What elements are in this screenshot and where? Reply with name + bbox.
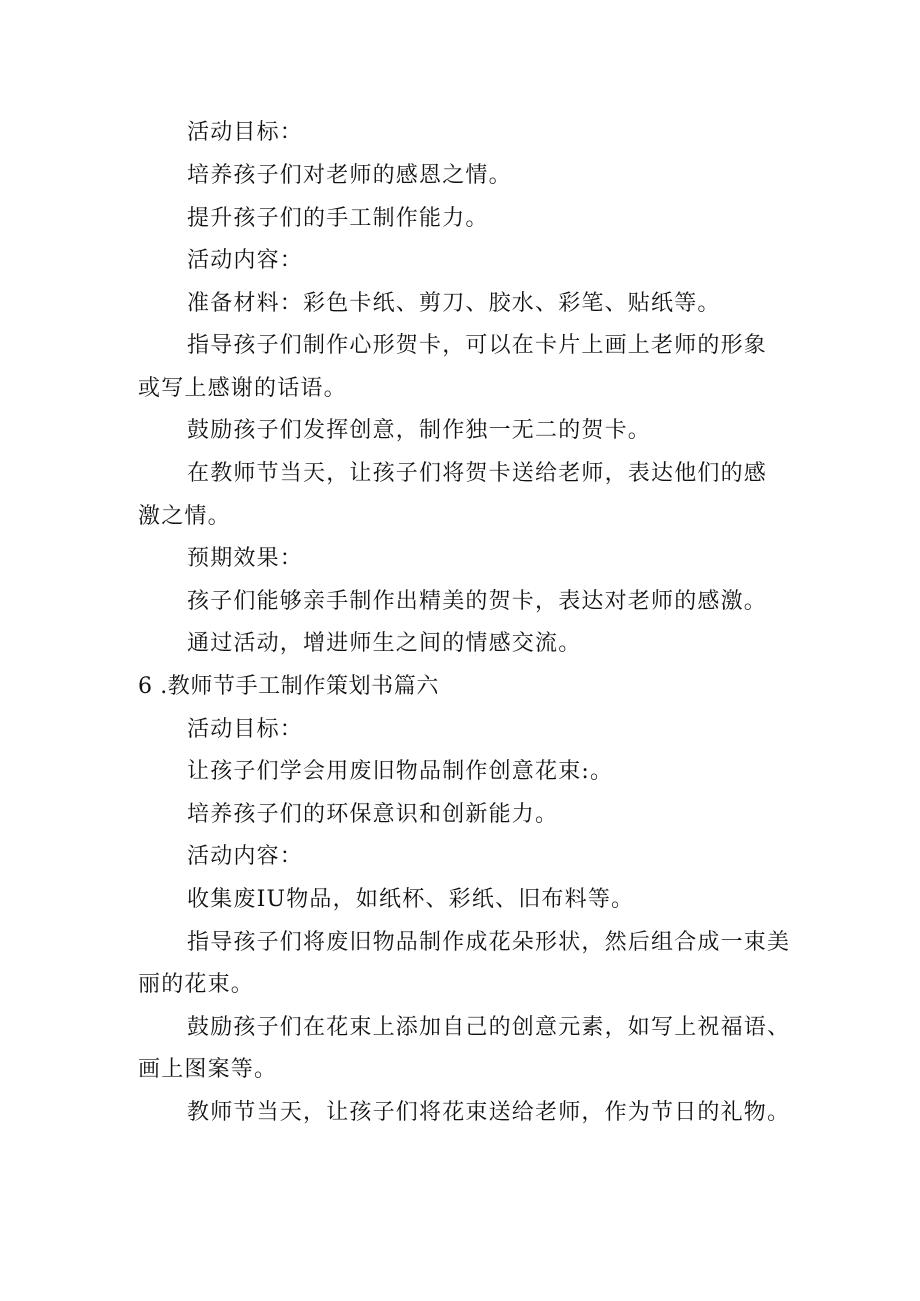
paragraph-line: 指导孩子们将废旧物品制作成花朵形状，然后组合成一束美 bbox=[187, 930, 791, 955]
paragraph-line: 准备材料：彩色卡纸、剪刀、胶水、彩笔、贴纸等。 bbox=[187, 291, 721, 316]
paragraph-line: 培养孩子们的环保意识和创新能力。 bbox=[187, 802, 559, 827]
section-label-content: 活动内容： bbox=[187, 844, 304, 869]
paragraph-line: 孩子们能够亲手制作出精美的贺卡，表达对老师的感激。 bbox=[187, 589, 768, 614]
paragraph-continuation: 丽的花束。 bbox=[138, 972, 255, 997]
paragraph-line: 在教师节当天，让孩子们将贺卡送给老师，表达他们的感 bbox=[187, 461, 768, 486]
section-heading: 6 .教师节手工制作策划书篇六 bbox=[138, 674, 439, 699]
paragraph-line: 鼓励孩子们在花束上添加自己的创意元素，如写上祝福语、 bbox=[187, 1015, 791, 1040]
section-label-content: 活动内容： bbox=[187, 248, 304, 273]
paragraph-line: 让孩子们学会用废旧物品制作创意花束:。 bbox=[187, 759, 614, 784]
paragraph-line: 教师节当天，让孩子们将花束送给老师，作为节日的礼物。 bbox=[187, 1100, 791, 1125]
section-label-effect: 预期效果： bbox=[187, 546, 304, 571]
section-label-goal: 活动目标： bbox=[187, 717, 304, 742]
paragraph-continuation: 激之情。 bbox=[138, 504, 231, 529]
paragraph-line: 培养孩子们对老师的感恩之情。 bbox=[187, 163, 512, 188]
paragraph-continuation: 或写上感谢的话语。 bbox=[138, 376, 347, 401]
paragraph-line: 指导孩子们制作心形贺卡，可以在卡片上画上老师的形象 bbox=[187, 333, 768, 358]
section-label-goal: 活动目标： bbox=[187, 120, 304, 145]
paragraph-continuation: 画上图案等。 bbox=[138, 1057, 278, 1082]
paragraph-line: 收集废IU物品，如纸杯、彩纸、旧布料等。 bbox=[187, 887, 635, 912]
paragraph-line: 鼓励孩子们发挥创意，制作独一无二的贺卡。 bbox=[187, 418, 652, 443]
paragraph-line: 通过活动，增进师生之间的情感交流。 bbox=[187, 631, 582, 656]
paragraph-line: 提升孩子们的手工制作能力。 bbox=[187, 206, 489, 231]
